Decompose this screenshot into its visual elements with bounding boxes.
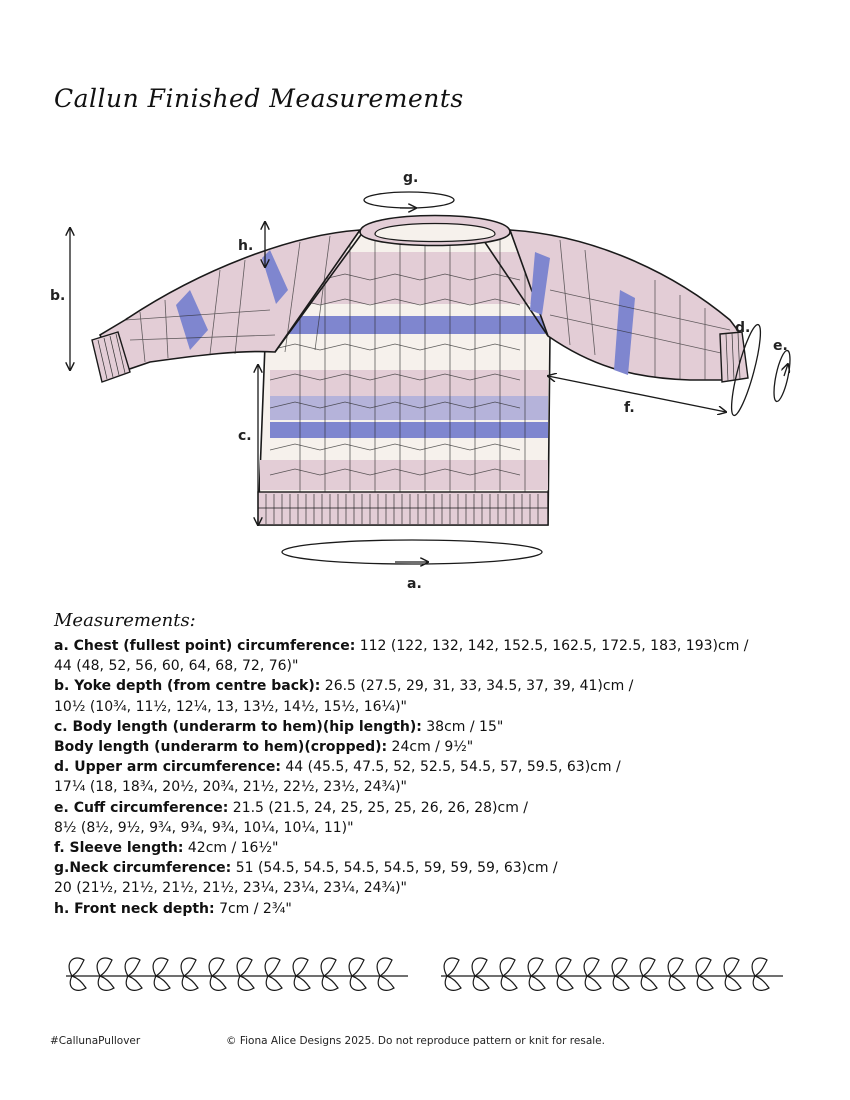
measurement-line: h. Front neck depth: 7cm / 2¾"	[54, 900, 292, 917]
label-a: a.	[407, 576, 422, 592]
measurement-line: d. Upper arm circumference: 44 (45.5, 47.5, 52, 52.5, 54.5, 57, 59.5, 63)cm /	[54, 759, 621, 776]
measurement-line: g.Neck circumference: 51 (54.5, 54.5, 54.5, 54.5, 59, 59, 59, 63)cm /	[54, 860, 558, 877]
measurement-line: 17¼ (18, 18¾, 20½, 20¾, 21½, 22½, 23½, 24¾)"	[54, 779, 408, 796]
measurement-line: f. Sleeve length: 42cm / 16½"	[54, 840, 279, 857]
measurement-line: 44 (48, 52, 56, 60, 64, 68, 72, 76)"	[54, 658, 299, 675]
label-f: f.	[624, 400, 635, 416]
neckband	[360, 216, 510, 246]
page-title: Callun Finished Measurements	[54, 84, 464, 113]
label-g: g.	[403, 170, 419, 186]
label-b: b.	[50, 288, 66, 304]
footer-copyright: © Fiona Alice Designs 2025. Do not reproduce pattern or knit for resale.	[226, 1035, 605, 1047]
measurements-list	[54, 636, 824, 919]
leaf-border-left	[62, 950, 412, 996]
measurements-heading: Measurements:	[54, 610, 196, 631]
measurement-line: 10½ (10¾, 11½, 12¼, 13, 13½, 14½, 15½, 16¼)"	[54, 698, 408, 715]
leaf-border-right	[437, 950, 787, 996]
measurement-line: Body length (underarm to hem)(cropped): 24cm / 9½"	[54, 739, 474, 756]
label-h: h.	[238, 238, 254, 254]
label-d: d.	[735, 320, 751, 336]
measurement-line: 20 (21½, 21½, 21½, 21½, 23¼, 23¼, 23¼, 24¾)"	[54, 880, 408, 897]
label-e: e.	[773, 338, 788, 354]
measurement-line: e. Cuff circumference: 21.5 (21.5, 24, 25, 25, 25, 26, 26, 28)cm /	[54, 799, 529, 816]
measurement-line: c. Body length (underarm to hem)(hip length): 38cm / 15"	[54, 718, 504, 735]
measurement-line: 8½ (8½, 9½, 9¾, 9¾, 9¾, 10¼, 10¼, 11)"	[54, 819, 354, 836]
sweater-illustration	[30, 140, 820, 610]
measurement-line: b. Yoke depth (from centre back): 26.5 (27.5, 29, 31, 33, 34.5, 37, 39, 41)cm /	[54, 678, 634, 695]
footer-hashtag: #CallunaPullover	[50, 1035, 141, 1047]
measurement-line: a. Chest (fullest point) circumference: 112 (122, 132, 142, 152.5, 162.5, 172.5, 183, 193)cm /	[54, 638, 749, 654]
label-c: c.	[238, 428, 252, 444]
